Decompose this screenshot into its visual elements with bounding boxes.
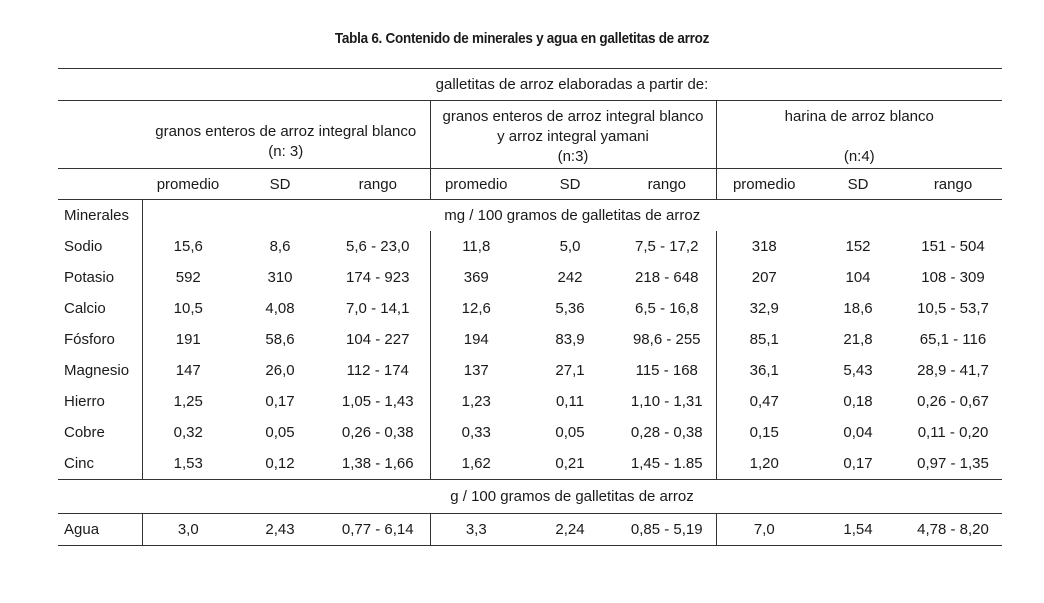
cell-value: 152 — [845, 238, 871, 255]
cell-value: 7,0 — [716, 514, 812, 546]
cell-value: 36,1 — [749, 362, 779, 379]
cell-value: 5,0 — [559, 238, 581, 255]
unit-water: g / 100 gramos de galletitas de arroz — [142, 480, 1002, 514]
table-row — [58, 386, 1002, 417]
row-label: Magnesio — [58, 355, 142, 386]
cell-value: 218 - 648 — [618, 262, 716, 293]
subcol-sd: SD — [234, 169, 326, 200]
table-row — [58, 262, 1002, 293]
cell-value: 310 — [267, 269, 293, 286]
cell-value: 5,36 — [555, 300, 585, 317]
cell-value: 1,38 - 1,66 — [326, 448, 430, 480]
cell-value: 0,11 — [555, 393, 585, 410]
group-2-line3: (n:3) — [557, 148, 589, 165]
cell-value: 1,54 — [812, 514, 904, 546]
unit-minerals: mg / 100 gramos de galletitas de arroz — [444, 207, 701, 224]
table-row — [58, 324, 1002, 355]
group-header-1 — [142, 101, 430, 169]
row-label: Fósforo — [58, 324, 142, 355]
cell-value: 7,5 - 17,2 — [618, 231, 716, 262]
cell-value: 85,1 — [749, 331, 779, 348]
cell-value: 0,28 - 0,38 — [618, 417, 716, 448]
cell-value: 0,97 - 1,35 — [917, 455, 989, 472]
cell-value: 1,45 - 1.85 — [618, 448, 716, 480]
cell-value: 58,6 — [265, 331, 295, 348]
table-row-agua — [58, 514, 1002, 546]
cell-value: 369 — [463, 269, 489, 286]
cell-value: 11,8 — [462, 238, 491, 255]
cell-value: 0,18 — [843, 393, 873, 410]
table-row — [58, 448, 1002, 480]
group-header-2 — [430, 101, 716, 169]
row-label: Cobre — [58, 417, 142, 448]
unit-row-water — [58, 480, 1002, 514]
cell-value: 98,6 - 255 — [618, 324, 716, 355]
group-2-line1: granos enteros de arroz integral blanco — [442, 108, 704, 125]
table-row — [58, 231, 1002, 262]
cell-value: 6,5 - 16,8 — [618, 293, 716, 324]
cell-value: 151 - 504 — [921, 238, 985, 255]
cell-value: 1,23 — [461, 393, 491, 410]
cell-value: 3,3 — [430, 514, 522, 546]
cell-value: 0,04 — [843, 424, 873, 441]
cell-value: 83,9 — [555, 331, 585, 348]
cell-value: 1,53 — [173, 455, 203, 472]
table-row — [58, 417, 1002, 448]
cell-value: 115 - 168 — [618, 355, 716, 386]
cell-value: 0,32 — [173, 424, 203, 441]
group-2-line2: y arroz integral yamani — [497, 128, 649, 145]
cell-value: 1,05 - 1,43 — [326, 386, 430, 417]
header-main-row — [58, 69, 1002, 101]
group-3-line3: (n:4) — [843, 148, 875, 165]
cell-value: 0,12 — [265, 455, 295, 472]
cell-value: 0,26 - 0,67 — [917, 393, 989, 410]
row-label: Cinc — [58, 448, 142, 480]
subheader-row — [58, 169, 1002, 200]
cell-value: 3,0 — [142, 514, 234, 546]
cell-value: 32,9 — [749, 300, 779, 317]
cell-value: 191 — [175, 331, 201, 348]
subcol-rango: rango — [618, 169, 716, 200]
subcol-promedio: promedio — [430, 169, 522, 200]
cell-value: 18,6 — [843, 300, 873, 317]
group-1-line2: (n: 3) — [268, 142, 304, 160]
subcol-sd: SD — [522, 169, 618, 200]
subcol-sd: SD — [812, 169, 904, 200]
row-label: Agua — [58, 514, 142, 546]
cell-value: 2,43 — [234, 514, 326, 546]
cell-value: 5,43 — [843, 362, 873, 379]
cell-value: 4,08 — [265, 300, 295, 317]
cell-value: 0,15 — [749, 424, 779, 441]
cell-value: 0,05 — [555, 424, 585, 441]
cell-value: 0,11 - 0,20 — [917, 424, 989, 441]
cell-value: 592 — [175, 269, 201, 286]
cell-value: 147 — [175, 362, 201, 379]
cell-value: 21,8 — [843, 331, 873, 348]
cell-value: 137 — [463, 362, 489, 379]
cell-value: 65,1 - 116 — [919, 331, 987, 348]
cell-value: 7,0 - 14,1 — [326, 293, 430, 324]
subcol-rango: rango — [326, 169, 430, 200]
subcol-rango: rango — [904, 169, 1002, 200]
group-3-line1: harina de arroz blanco — [784, 108, 934, 125]
cell-value: 112 - 174 — [326, 355, 430, 386]
cell-value: 12,6 — [461, 300, 491, 317]
cell-value: 0,47 — [749, 393, 779, 410]
cell-value: 0,05 — [265, 424, 295, 441]
cell-value: 0,17 — [843, 455, 873, 472]
group-header-3 — [716, 101, 1002, 169]
cell-value: 28,9 - 41,7 — [917, 362, 989, 379]
row-label: Calcio — [58, 293, 142, 324]
cell-value: 108 - 309 — [921, 269, 985, 286]
row-label: Potasio — [58, 262, 142, 293]
cell-value: 242 — [557, 269, 583, 286]
subcol-promedio: promedio — [142, 169, 234, 200]
cell-value: 104 - 227 — [326, 324, 430, 355]
cell-value: 104 — [845, 269, 871, 286]
cell-value: 0,85 - 5,19 — [618, 514, 716, 546]
cell-value: 0,17 — [265, 393, 295, 410]
table-row — [58, 355, 1002, 386]
unit-row-minerals — [58, 200, 1002, 232]
subcol-promedio: promedio — [716, 169, 812, 200]
cell-value: 174 - 923 — [326, 262, 430, 293]
table-title: Tabla 6. Contenido de minerales y agua en galletitas de arroz — [334, 30, 710, 47]
cell-value: 8,6 — [269, 238, 291, 255]
cell-value: 5,6 - 23,0 — [326, 231, 430, 262]
group-3-line2 — [717, 127, 1003, 147]
cell-value: 0,21 — [555, 455, 585, 472]
cell-value: 318 — [751, 238, 777, 255]
row-label: Hierro — [58, 386, 142, 417]
cell-value: 26,0 — [265, 362, 295, 379]
minerals-label: Minerales — [58, 200, 142, 232]
minerals-table — [58, 68, 1002, 546]
cell-value: 4,78 - 8,20 — [904, 514, 1002, 546]
mineral-rows — [58, 231, 1002, 480]
group-1-line1: granos enteros de arroz integral blanco — [155, 122, 417, 140]
header-main: galletitas de arroz elaboradas a partir de: — [142, 69, 1002, 101]
header-group-row — [58, 101, 1002, 169]
cell-value: 10,5 — [173, 300, 203, 317]
cell-value: 1,25 — [173, 393, 203, 410]
cell-value: 0,33 — [461, 424, 491, 441]
row-label: Sodio — [58, 231, 142, 262]
cell-value: 1,62 — [461, 455, 491, 472]
cell-value: 207 — [751, 269, 777, 286]
cell-value: 15,6 — [173, 238, 203, 255]
cell-value: 1,20 — [749, 455, 779, 472]
cell-value: 0,77 - 6,14 — [326, 514, 430, 546]
cell-value: 2,24 — [522, 514, 618, 546]
cell-value: 0,26 - 0,38 — [326, 417, 430, 448]
cell-value: 1,10 - 1,31 — [618, 386, 716, 417]
table-row — [58, 293, 1002, 324]
cell-value: 27,1 — [555, 362, 585, 379]
cell-value: 10,5 - 53,7 — [917, 300, 989, 317]
cell-value: 194 — [463, 331, 489, 348]
